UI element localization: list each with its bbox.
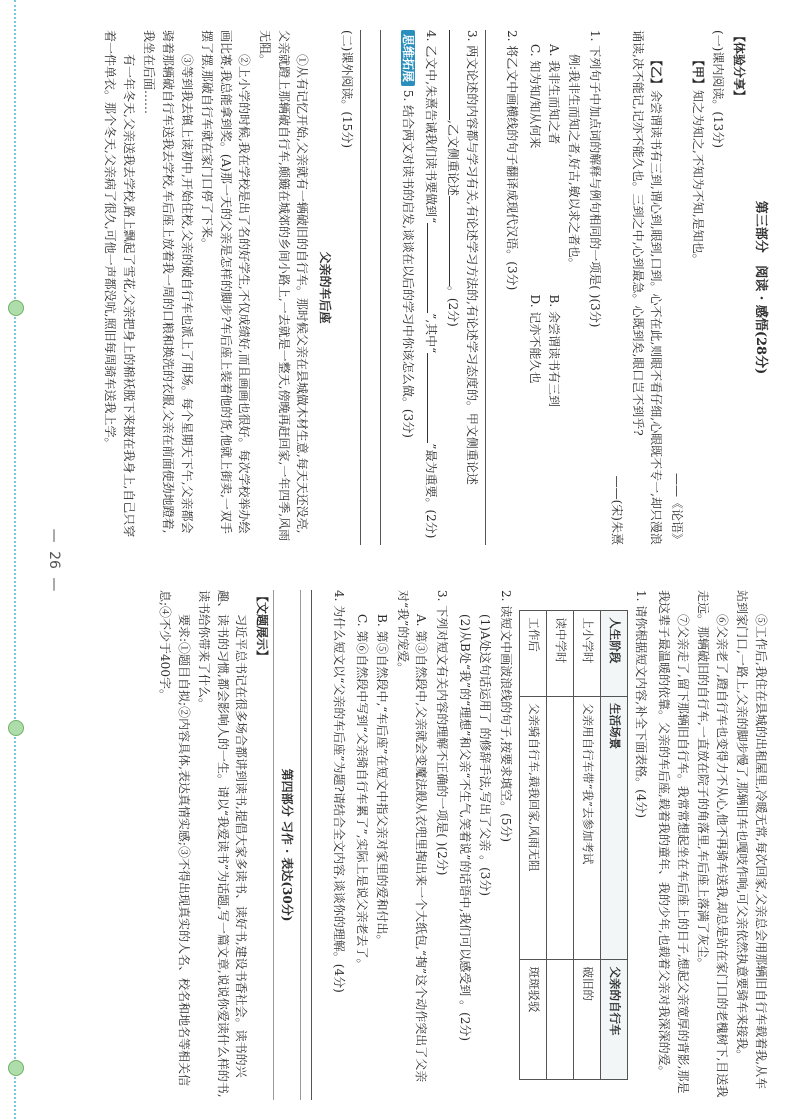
column-header: 人生阶段 [600,611,627,697]
question-3-score: 。(2分) [446,285,461,327]
column-header: 父亲的自行车 [600,960,627,1079]
question-4-text-b: ”,其中“ [423,313,438,354]
left-page [30,30,770,545]
page-number-value: 26 [46,551,62,569]
writing-tag: 【文题展示】 [254,590,269,663]
right-page [30,590,770,1100]
table-cell: 工作后 [519,611,546,697]
question-4 [421,30,440,545]
section-3-number: 第三部分 [753,200,768,253]
part2-heading: (二)课外阅读。(15分) [340,30,355,148]
yi-text: 余尝谓读书有三到,谓心到,眼到,口到。心不在此,则眼不看仔细,心眼既不专一,却只漫浪诵读,决不能记,记亦不能久也。三到之中,心到最急。心既到矣,眼口岂不到乎? [630,30,664,545]
answer-blank[interactable] [449,30,450,120]
writing-requirements: 要求:①题目自拟;②内容具体,表达真情实感;③不得出现真实的人名、校名和地名等相关信息;④不少于400字。 [157,590,191,1086]
question-1: 1. 请你根据短文内容,补全下面表格。(4分) [634,590,649,819]
question-1: 1. 下列句子中加点词的解释与例句相同的一项是( )(3分) [587,30,602,328]
article-paragraph: ③等到我去镇上读初中,开始住校,父亲的破自行车也派上了用场。每个星期天下午,父亲都会骑着那辆破自行车送我去学校,车后座上放着我一周的口粮和换洗的衣服,父亲在前面使劲地蹬着,我坐在后面…… [142,30,194,534]
question-2-part-2: (2)从B处“我”的“理想”和父亲“不生气,笑着说”的话语中,我们可以感受到 。(2分) [457,614,472,1042]
choice-d[interactable]: D. 记亦不能久也 [527,294,542,384]
page-number: — 26 — [46,528,62,592]
choice-b[interactable]: B. 第⑤自然段中,“车后座”在短文中指父亲对家里的爱和付出。 [375,614,390,947]
column-header: 生活场景 [600,697,627,960]
decorative-dot [8,720,24,736]
table-row [573,611,600,1079]
table-cell-answer[interactable] [546,960,573,1079]
article-title: 父亲的车后座 [317,251,332,324]
answer-blank[interactable] [449,196,450,286]
question-5-text: 5. 结合两文对读书的启发,谈谈在以后的学习中你该怎么做。(3分) [400,89,415,438]
question-2: 2. 读短文中画波浪线的句子,按要求填空。(5分) [498,590,513,843]
answer-line[interactable] [380,30,396,545]
yi-source: ——(宋)朱熹 [610,475,625,545]
writing-prompt: 习近平总书记在很多场合都讲到读书,提倡大家多读书、读好书,建设书香社会。读书的兴趣、读书的习惯,都会影响人的一生。请以“我爱读书”为话题,写一篇文章,说说你爱读什么样的书,读书给你带来了什么。 [197,590,249,1098]
table-row [546,611,573,1079]
table-cell: 斑斑驳驳 [519,960,546,1079]
part1-heading: (一)课内阅读。(13分) [711,30,726,148]
section-3-header [750,30,770,545]
question-5 [398,30,417,545]
article-paragraph: ⑤工作后,我住在县城的出租屋里,冷暖无常,每次回家,父亲总会用那辆旧自行车载着我,从车站到家门口,一路上,父亲的脚步慢了,那辆旧车也嘎吱作响,可父亲依然执意要骑车来接我。 [735,590,768,1090]
question-3-text-b: 乙文侧重论述 [446,123,461,196]
passage-yi [628,30,665,545]
question-4-text: 4. 乙文中,朱熹告诫我们读书要做到“ [423,30,438,224]
answer-blank[interactable] [427,223,428,313]
table-cell-answer[interactable] [546,697,573,960]
answer-blank[interactable] [427,353,428,443]
question-2-part-1: (1)A处这句话运用了 的修辞手法,写出了父亲 。(3分) [478,614,493,897]
answer-line[interactable] [360,30,376,545]
passage-jia [688,30,707,545]
section-4-header [273,590,302,1100]
experience-tag: 【体验分享】 [731,30,746,103]
choice-a[interactable]: A. 我非生而知之者 [546,44,561,145]
table-cell: 破旧的 [573,960,600,1079]
question-2: 2. 将乙文中画横线的句子翻译成现代汉语。(3分) [505,30,520,291]
question-3: 3. 下列对短文有关内容的理解不正确的一项是( )(2分) [435,590,450,876]
answer-line[interactable] [485,30,501,545]
article-paragraph: 有一年冬天,父亲送我去学校,路上飘起了雪花,父亲把身上的棉袄脱下来披在我身上,自己只穿着一件单衣。那个冬天,父亲病了很久,可他一声都没吭,照旧每周骑车送我上学。 [103,30,136,538]
yi-label: 【乙】 [649,54,664,91]
choice-b[interactable]: B. 余尝谓读书有三到 [546,294,561,407]
answer-line[interactable] [312,590,328,1100]
question-4-text-c: ”最为重要。(2分) [423,443,438,539]
decorative-dot [8,1060,24,1076]
table-row [519,611,546,1079]
question-1-example: 例:我非生而知之者,好古,敏以求之者也。 [567,54,582,270]
decorative-dot [8,300,24,316]
section-4-number: 第四部分 [280,768,295,817]
article-paragraph: ②上小学的时候,我在学校是出了名的好学生,不仅成绩好,而且画画也很好。每次学校举办绘画比赛,我总能拿到奖。(A)那一天的父亲是怎样的脚步?车后座上装着他的货,他就上街卖,一双手摆了摆,那破自行车就在家门口停了下来。 [200,30,252,534]
choice-c[interactable]: C. 第⑥自然段中写到“父亲骑自行车累了”,实际上是说父亲老去了。 [354,614,369,971]
section-3-title: 阅读 · 感悟(28分) [753,265,768,375]
section-4-title: 习作 · 表达(30分) [280,820,295,922]
article-paragraph: ⑥父亲老了,蹬自行车也变得力不从心,他不再骑车送我,却总是站在家门口的老槐树下,目送我走远。那辆破旧的自行车,一直放在院子的角落里,车后座上落满了灰尘。 [696,590,729,1098]
question-1-choices [525,30,562,545]
thinking-extension-tag: 思维拓展 [401,30,415,86]
jia-label: 【甲】 [690,54,705,91]
article-paragraph: ⑦父亲走了,留下那辆旧自行车。我常常想起坐在车后座上的日子,想起父亲宽厚的背影,那是我这辈子最温暖的依靠。父亲的车后座,载着我的童年、我的少年,也载着父亲对我深深的爱。 [657,590,690,1094]
question-3: 3. 两文论述的内容都与学习有关,有论述学习方法的,有论述学习态度的。甲文侧重论述,乙文侧重论述。(2分) [446,30,479,485]
question-3-text: 3. 两文论述的内容都与学习有关,有论述学习方法的,有论述学习态度的。甲文侧重论述 [464,30,479,485]
table-cell: 上小学时 [573,611,600,697]
choice-c[interactable]: C. 知为知/知从何来 [527,44,542,149]
life-stage-table [519,610,628,1079]
dotted-border [14,0,16,1119]
article-paragraph: ①从有记忆开始,父亲就有一辆破旧的自行车。那时候父亲在县城做木材生意,每天天还没亮,父亲就蹬上那辆破自行车,颠簸在城郊的乡间小路上,一去就是一整天,傍晚再赶回家,一年四季,风雨无阻。 [257,30,310,542]
table-cell: 父亲骑自行车,载我回家,风雨无阻 [519,697,546,960]
table-header-row [600,611,627,1079]
choice-a[interactable]: A. 第③自然段中,父亲就会变魔法般从衣兜里掏出来一个大纸包,“掏”这个动作突出了父亲对“我”的宠爱。 [395,590,429,1083]
jia-text: 知之为知之,不知为不知,是知也。 [690,90,705,266]
table-cell: 读中学时 [546,611,573,697]
table-cell: 父亲用自行车带“我”去参加考试 [573,697,600,960]
jia-source: ——《论语》 [670,472,685,545]
question-4: 4. 为什么短文以“父亲的车后座”为题?请结合全文内容,谈谈你的理解。(4分) [332,590,347,993]
